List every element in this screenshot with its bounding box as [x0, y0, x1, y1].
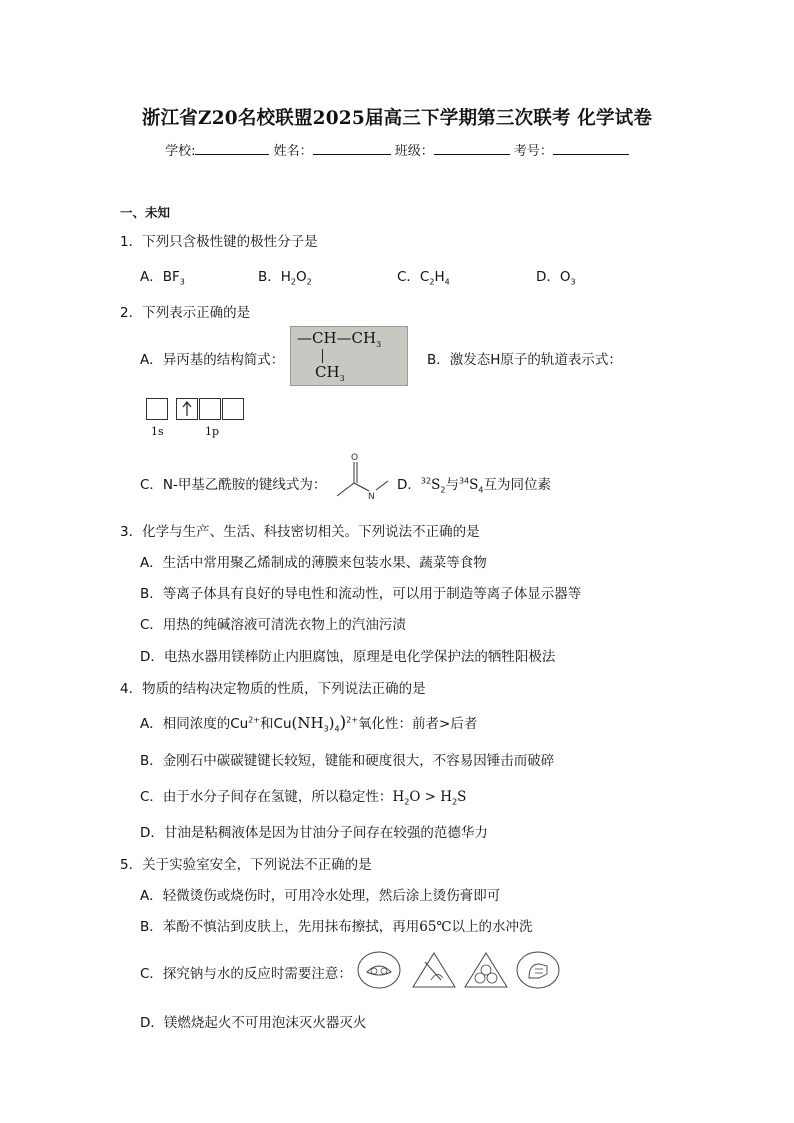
n-methylacetamide-skeletal-icon: [330, 450, 390, 500]
q2-option-c: C．N-甲基乙酰胺的键线式为：: [140, 477, 327, 493]
q1-stem: 1．下列只含极性键的极性分子是: [120, 234, 318, 250]
hand-wash-warning-icon: [515, 950, 561, 990]
name-blank[interactable]: [313, 142, 391, 155]
q3-option-c: C．用热的纯碱溶液可清洗衣物上的汽油污渍: [140, 617, 406, 633]
q4-option-c: C．由于水分子间存在氢键，所以稳定性：$H_2O > H_2S$: [140, 789, 467, 807]
q5-option-b: B．苯酚不慎沾到皮肤上，先用抹布擦拭，再用65℃以上的水冲洗: [140, 919, 533, 935]
q3-stem: 3．化学与生产、生活、科技密切相关。下列说法不正确的是: [120, 524, 480, 540]
struct-bottom-line: $CH_3$: [315, 363, 345, 383]
q3-option-b: B．等离子体具有良好的导电性和流动性，可以用于制造等离子体显示器等: [140, 586, 582, 602]
q4-option-b: B．金刚石中碳碳键键长较短，键能和硬度很大，不容易因锤击而破碎: [140, 753, 555, 769]
oxygen-atom-label: O: [351, 453, 359, 463]
q4-stem: 4．物质的结构决定物质的性质，下列说法正确的是: [120, 681, 426, 697]
q2-option-d: D．$^{32}S_2$与$^{34}S_4$互为同位素: [397, 476, 551, 495]
orbital-1p-box-1: [176, 398, 198, 420]
section-title: 一、未知: [120, 205, 171, 220]
q1-option-b: B．$H_2O_2$: [258, 269, 312, 287]
up-arrow-icon: [177, 399, 197, 419]
q5-option-a: A．轻微烫伤或烧伤时，可用冷水处理，然后涂上烫伤膏即可: [140, 888, 501, 904]
q3-option-d: D．电热水器用镁棒防止内胆腐蚀，原理是电化学保护法的牺牲阳极法: [140, 649, 556, 665]
q5-stem: 5．关于实验室安全，下列说法不正确的是: [120, 857, 372, 873]
nitrogen-atom-label: N: [368, 492, 375, 500]
q5-option-d: D．镁燃烧起火不可用泡沫灭火器灭火: [140, 1015, 367, 1031]
q4-option-a: A．相同浓度的$Cu^{2+}$和$Cu(NH_3)_4)^{2+}$氧化性：前者>后者: [140, 713, 478, 734]
q1-option-a: A．$BF_3$: [140, 269, 185, 287]
q2-option-a: A．异丙基的结构简式：: [140, 352, 285, 368]
hot-hazard-warning-icon: [411, 950, 457, 990]
exam-title: 浙江省Z20名校联盟2025届高三下学期第三次联考 化学试卷: [141, 108, 653, 129]
isopropyl-structure-image: [290, 326, 408, 386]
orbital-label-1p: 1p: [205, 425, 220, 438]
q1-option-d: D．$O_3$: [536, 269, 576, 287]
q1-option-c: C．$C_2H_4$: [397, 269, 450, 287]
q3-option-a: A．生活中常用聚乙烯制成的薄膜来包装水果、蔬菜等食物: [140, 555, 487, 571]
struct-top-line: $—CH—CH_3$: [297, 329, 382, 349]
q2-option-b: B．激发态H原子的轨道表示式：: [427, 352, 622, 368]
orbital-1p-box-2: [199, 398, 221, 420]
goggles-warning-icon: [356, 950, 402, 990]
name-label: 姓名：: [273, 144, 313, 159]
orbital-label-1s: 1s: [151, 425, 164, 438]
struct-bond-vertical: [322, 349, 323, 363]
school-label: 学校:: [165, 144, 196, 159]
q5-option-c: C．探究钠与水的反应时需要注意：: [140, 966, 352, 982]
number-label: 考号：: [513, 144, 553, 159]
class-label: 班级：: [394, 144, 434, 159]
q4-option-d: D．甘油是粘稠液体是因为甘油分子间存在较强的范德华力: [140, 825, 488, 841]
number-blank[interactable]: [553, 142, 629, 155]
orbital-1s-box: [146, 398, 168, 420]
q2-stem: 2．下列表示正确的是: [120, 305, 251, 321]
biohazard-warning-icon: [463, 950, 509, 990]
school-blank[interactable]: [195, 142, 269, 155]
class-blank[interactable]: [434, 142, 510, 155]
student-info-line: [0, 140, 794, 159]
orbital-1p-box-3: [222, 398, 244, 420]
